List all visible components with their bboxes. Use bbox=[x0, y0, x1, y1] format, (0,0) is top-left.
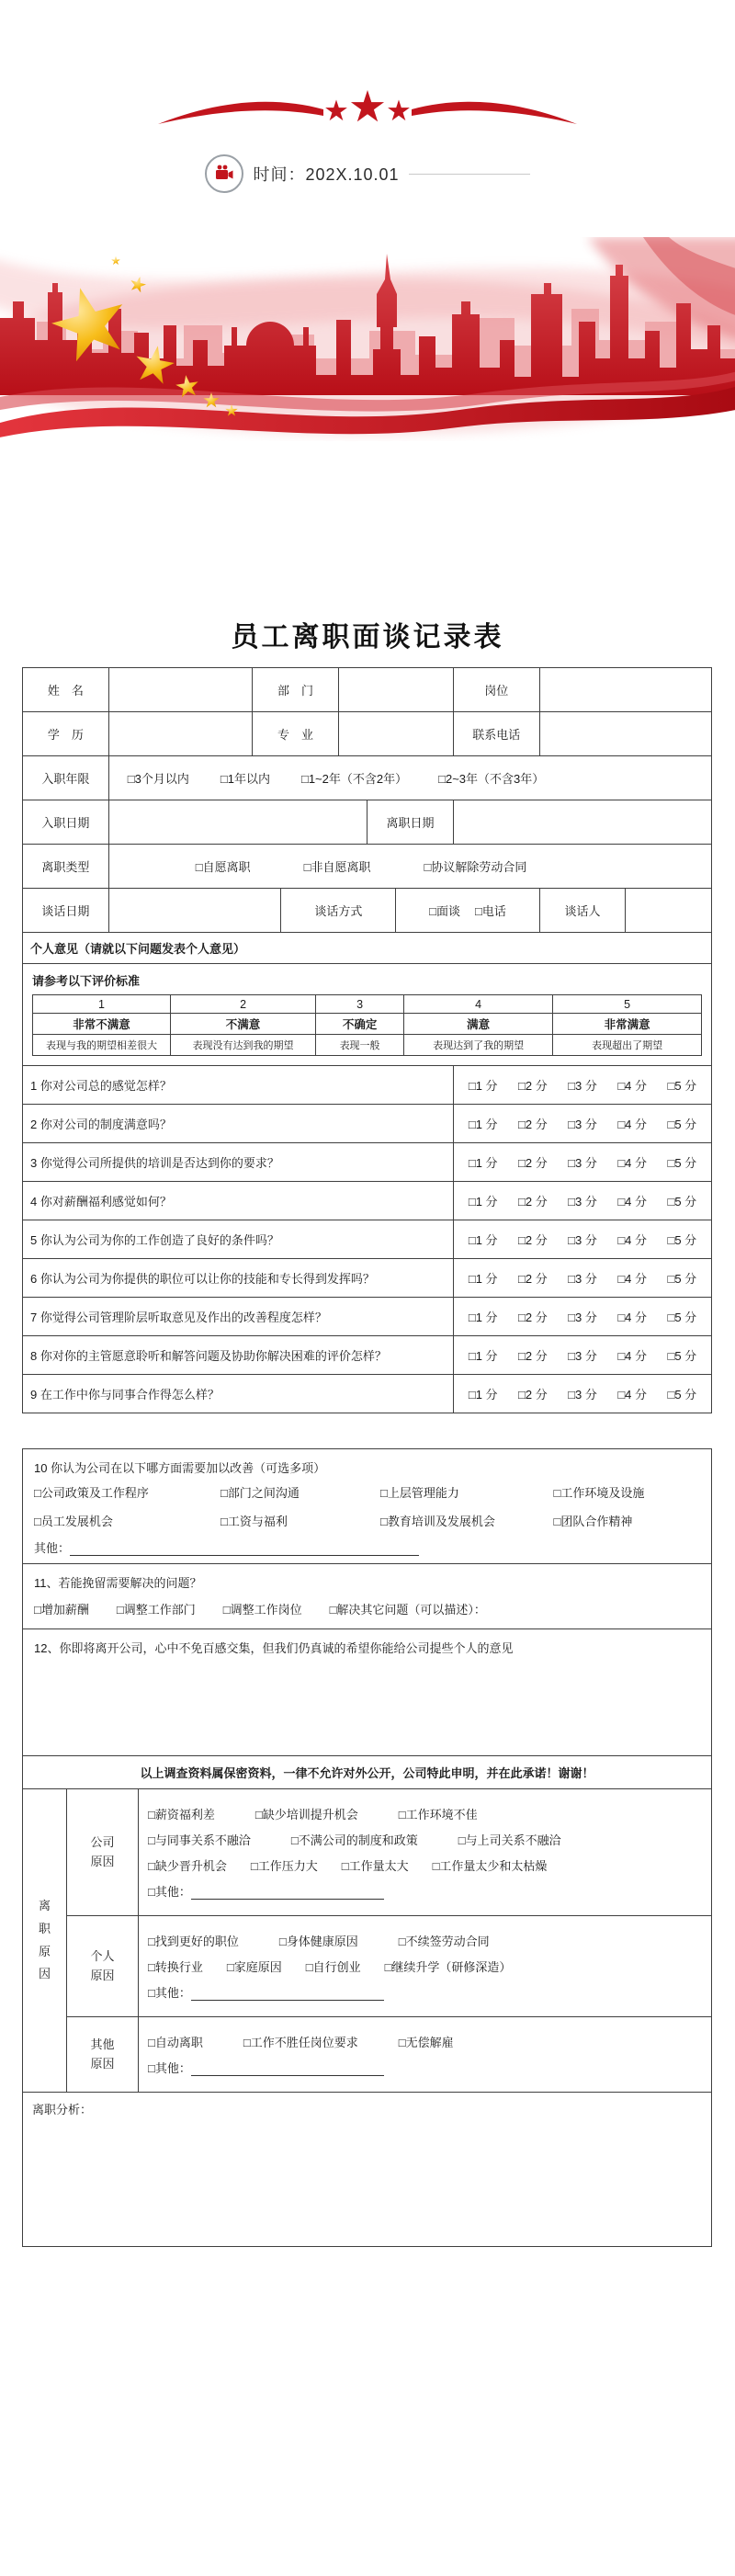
reason-option-checkbox[interactable]: □与上司关系不融洽 bbox=[458, 1833, 561, 1847]
phone-field[interactable] bbox=[539, 712, 712, 756]
improve-heading: 10 你认为公司在以下哪方面需要加以改善（可选多项） bbox=[34, 1461, 326, 1475]
score-3-checkbox[interactable]: □3 分 bbox=[568, 1156, 597, 1170]
retain-section bbox=[23, 1564, 712, 1629]
leave-type-option-checkbox[interactable]: □协议解除劳动合同 bbox=[424, 860, 527, 874]
tenure-option-checkbox[interactable]: □1~2年（不含2年） bbox=[300, 772, 408, 786]
score-1-checkbox[interactable]: □1 分 bbox=[468, 1349, 498, 1363]
question-row bbox=[23, 1182, 712, 1220]
score-2-checkbox[interactable]: □2 分 bbox=[518, 1156, 548, 1170]
retain-option-checkbox[interactable]: □增加薪酬 bbox=[34, 1603, 89, 1617]
score-3-checkbox[interactable]: □3 分 bbox=[568, 1272, 597, 1286]
retain-option-checkbox[interactable]: □调整工作部门 bbox=[116, 1603, 196, 1617]
score-1-checkbox[interactable]: □1 分 bbox=[468, 1156, 498, 1170]
question-text: 3 你觉得公司所提供的培训是否达到你的要求？ bbox=[23, 1143, 454, 1182]
dept-label: 部 门 bbox=[253, 668, 339, 712]
form-sheet bbox=[22, 667, 713, 2247]
score-options-cell bbox=[453, 1066, 711, 1105]
rating-scale-intro: 请参考以下评价标准 bbox=[32, 974, 141, 988]
gold-star-icon bbox=[111, 256, 120, 265]
table-row bbox=[23, 800, 712, 845]
personal-reason-options bbox=[139, 1916, 712, 2017]
table-row bbox=[23, 933, 712, 964]
movie-camera-icon bbox=[205, 154, 243, 193]
edu-field[interactable] bbox=[108, 712, 252, 756]
score-1-checkbox[interactable]: □1 分 bbox=[468, 1388, 498, 1401]
question-row bbox=[23, 1375, 712, 1413]
score-5-checkbox[interactable]: □5 分 bbox=[667, 1118, 697, 1131]
score-3-checkbox[interactable]: □3 分 bbox=[568, 1388, 597, 1401]
score-5-checkbox[interactable]: □5 分 bbox=[667, 1311, 697, 1324]
reason-other-input-line[interactable] bbox=[191, 1989, 384, 2001]
score-4-checkbox[interactable]: □4 分 bbox=[617, 1388, 648, 1401]
post-label: 岗位 bbox=[453, 668, 539, 712]
score-3-checkbox[interactable]: □3 分 bbox=[568, 1079, 597, 1093]
score-4-checkbox[interactable]: □4 分 bbox=[617, 1156, 648, 1170]
reason-option-checkbox[interactable]: □自行创业 bbox=[305, 1960, 361, 1974]
small-star-icon bbox=[325, 100, 347, 121]
analysis-section[interactable] bbox=[23, 2093, 712, 2247]
score-2-checkbox[interactable]: □2 分 bbox=[518, 1118, 548, 1131]
scale-header: 4 bbox=[404, 995, 553, 1014]
leave-type-options-cell bbox=[108, 845, 711, 889]
table-row bbox=[23, 889, 712, 933]
score-4-checkbox[interactable]: □4 分 bbox=[617, 1349, 648, 1363]
score-2-checkbox[interactable]: □2 分 bbox=[518, 1079, 548, 1093]
question-text: 2 你对公司的制度满意吗？ bbox=[23, 1105, 454, 1143]
tenure-option-checkbox[interactable]: □2~3年（不含3年） bbox=[438, 772, 545, 786]
reason-option-checkbox[interactable]: □与同事关系不融洽 bbox=[148, 1833, 251, 1847]
talk-date-label: 谈话日期 bbox=[23, 889, 109, 933]
right-ribbon-line bbox=[412, 102, 577, 124]
score-2-checkbox[interactable]: □2 分 bbox=[518, 1388, 548, 1401]
question-row bbox=[23, 1298, 712, 1336]
question-row bbox=[23, 1220, 712, 1259]
improve-option-checkbox[interactable]: □工作环境及设施 bbox=[553, 1486, 645, 1500]
improve-option-checkbox[interactable]: □工资与福利 bbox=[220, 1515, 288, 1528]
stars-divider-decoration bbox=[0, 81, 735, 147]
scale-header: 5 bbox=[553, 995, 702, 1014]
form-title: 员工离职面谈记录表 bbox=[231, 622, 504, 653]
city-skyline-banner bbox=[0, 237, 735, 441]
reason-option-checkbox[interactable]: □转换行业 bbox=[148, 1960, 203, 1974]
farewell-writing-area[interactable] bbox=[34, 1663, 700, 1748]
table-row bbox=[23, 1916, 712, 2017]
reason-option-checkbox[interactable]: □家庭原因 bbox=[226, 1960, 282, 1974]
score-1-checkbox[interactable]: □1 分 bbox=[468, 1233, 498, 1247]
score-options-cell bbox=[453, 1143, 711, 1182]
analysis-label: 离职分析： bbox=[32, 2103, 93, 2116]
question-text: 7 你觉得公司管理阶层听取意见及作出的改善程度怎样？ bbox=[23, 1298, 454, 1336]
table-row bbox=[33, 995, 702, 1014]
farewell-heading: 12、你即将离开公司，心中不免百感交集，但我们仍真诚的希望你能给公司提些个人的意见 bbox=[34, 1641, 514, 1655]
score-2-checkbox[interactable]: □2 分 bbox=[518, 1233, 548, 1247]
talk-method-option-checkbox[interactable]: □电话 bbox=[474, 904, 506, 918]
score-4-checkbox[interactable]: □4 分 bbox=[617, 1195, 648, 1209]
improve-section bbox=[23, 1449, 712, 1564]
score-options-cell bbox=[453, 1336, 711, 1375]
question-row bbox=[23, 1066, 712, 1105]
reason-option-checkbox[interactable]: □工作环境不佳 bbox=[398, 1808, 478, 1821]
table-row bbox=[23, 845, 712, 889]
hire-date-label: 入职日期 bbox=[23, 800, 109, 845]
tenure-options-cell bbox=[108, 756, 711, 800]
leave-reason-vertical-text: 离职原因 bbox=[38, 1899, 51, 1981]
scale-header: 1 bbox=[33, 995, 171, 1014]
improve-option-checkbox[interactable]: □团队合作精神 bbox=[553, 1515, 633, 1528]
score-4-checkbox[interactable]: □4 分 bbox=[617, 1272, 648, 1286]
scale-description: 表现一般 bbox=[316, 1035, 404, 1056]
score-5-checkbox[interactable]: □5 分 bbox=[667, 1388, 697, 1401]
tenure-option-checkbox[interactable]: □3个月以内 bbox=[127, 772, 189, 786]
improve-other-input-line[interactable] bbox=[70, 1543, 419, 1556]
hire-date-field[interactable] bbox=[108, 800, 367, 845]
score-options-cell bbox=[453, 1298, 711, 1336]
reason-option-checkbox[interactable]: □工作量太少和太枯燥 bbox=[432, 1859, 548, 1873]
reason-option-checkbox[interactable]: □工作不胜任岗位要求 bbox=[243, 2036, 358, 2049]
score-3-checkbox[interactable]: □3 分 bbox=[568, 1195, 597, 1209]
question-row bbox=[23, 1143, 712, 1182]
score-4-checkbox[interactable]: □4 分 bbox=[617, 1233, 648, 1247]
question-text: 5 你认为公司为你的工作创造了良好的条件吗？ bbox=[23, 1220, 454, 1259]
scale-description: 表现没有达到我的期望 bbox=[171, 1035, 316, 1056]
reason-option-checkbox[interactable]: □自动离职 bbox=[148, 2036, 203, 2049]
score-5-checkbox[interactable]: □5 分 bbox=[667, 1349, 697, 1363]
reason-option-checkbox[interactable]: □不续签劳动合同 bbox=[398, 1935, 490, 1948]
major-field[interactable] bbox=[338, 712, 453, 756]
time-row bbox=[0, 153, 735, 195]
retain-options bbox=[34, 1600, 700, 1617]
score-2-checkbox[interactable]: □2 分 bbox=[518, 1195, 548, 1209]
score-3-checkbox[interactable]: □3 分 bbox=[568, 1311, 597, 1324]
score-options-cell bbox=[453, 1182, 711, 1220]
leave-type-label: 离职类型 bbox=[23, 845, 109, 889]
score-4-checkbox[interactable]: □4 分 bbox=[617, 1079, 648, 1093]
leave-type-option-checkbox[interactable]: □非自愿离职 bbox=[303, 860, 371, 874]
reason-option-checkbox[interactable]: □继续升学（研修深造） bbox=[384, 1960, 512, 1974]
improve-other-label: 其他： bbox=[34, 1541, 71, 1555]
exit-interview-page bbox=[0, 81, 735, 2247]
reason-option-checkbox[interactable]: □薪资福利差 bbox=[148, 1808, 215, 1821]
scale-description: 表现与我的期望相差很大 bbox=[33, 1035, 171, 1056]
table-row bbox=[23, 1564, 712, 1629]
reason-option-checkbox[interactable]: □身体健康原因 bbox=[278, 1935, 358, 1948]
confidential-note: 以上调查资料属保密资料，一律不允许对外公开，公司特此申明，并在此承诺！谢谢！ bbox=[23, 1756, 712, 1789]
scale-header: 2 bbox=[171, 995, 316, 1014]
score-4-checkbox[interactable]: □4 分 bbox=[617, 1118, 648, 1131]
left-ribbon-line bbox=[158, 102, 323, 124]
name-field[interactable] bbox=[108, 668, 252, 712]
rating-scale-table bbox=[32, 994, 702, 1056]
other-reason-text: 其他原因 bbox=[90, 2037, 115, 2071]
talk-method-options-cell bbox=[396, 889, 539, 933]
name-label: 姓 名 bbox=[23, 668, 109, 712]
score-options-cell bbox=[453, 1105, 711, 1143]
phone-label: 联系电话 bbox=[453, 712, 539, 756]
question-row bbox=[23, 1336, 712, 1375]
table-row bbox=[23, 668, 712, 712]
reason-other-checkbox[interactable]: □其他： bbox=[148, 2061, 191, 2075]
reason-option-checkbox[interactable]: □工作压力大 bbox=[250, 1859, 318, 1873]
small-star-icon bbox=[388, 100, 410, 121]
score-5-checkbox[interactable]: □5 分 bbox=[667, 1272, 697, 1286]
personal-opinion-heading: 个人意见（请就以下问题发表个人意见） bbox=[23, 933, 712, 964]
scale-level: 满意 bbox=[404, 1014, 553, 1035]
table-row bbox=[23, 1756, 712, 1789]
improve-option-checkbox[interactable]: □上层管理能力 bbox=[380, 1486, 459, 1500]
talk-date-field[interactable] bbox=[108, 889, 281, 933]
table-row bbox=[23, 1449, 712, 1564]
other-reason-options bbox=[139, 2017, 712, 2093]
talker-label: 谈话人 bbox=[539, 889, 626, 933]
scale-description: 表现超出了期望 bbox=[553, 1035, 702, 1056]
leave-type-option-checkbox[interactable]: □自愿离职 bbox=[195, 860, 251, 874]
personal-reason-label bbox=[67, 1916, 139, 2017]
score-1-checkbox[interactable]: □1 分 bbox=[468, 1195, 498, 1209]
score-1-checkbox[interactable]: □1 分 bbox=[468, 1118, 498, 1131]
talker-field[interactable] bbox=[626, 889, 712, 933]
table-row bbox=[33, 1014, 702, 1035]
tenure-option-checkbox[interactable]: □1年以内 bbox=[220, 772, 270, 786]
score-3-checkbox[interactable]: □3 分 bbox=[568, 1118, 597, 1131]
score-1-checkbox[interactable]: □1 分 bbox=[468, 1311, 498, 1324]
reason-option-checkbox[interactable]: □无偿解雇 bbox=[398, 2036, 454, 2049]
time-label: 时间：202X.10.01 bbox=[253, 165, 400, 184]
talk-method-option-checkbox[interactable]: □面谈 bbox=[429, 904, 460, 918]
retain-option-checkbox[interactable]: □解决其它问题（可以描述）： bbox=[329, 1603, 486, 1617]
other-reason-label bbox=[67, 2017, 139, 2093]
score-5-checkbox[interactable]: □5 分 bbox=[667, 1195, 697, 1209]
scale-level: 非常满意 bbox=[553, 1014, 702, 1035]
score-options-cell bbox=[453, 1259, 711, 1298]
question-text: 9 在工作中你与同事合作得怎么样？ bbox=[23, 1375, 454, 1413]
farewell-section bbox=[23, 1629, 712, 1756]
table-row bbox=[23, 964, 712, 1066]
reason-option-checkbox[interactable]: □找到更好的职位 bbox=[148, 1935, 239, 1948]
post-field[interactable] bbox=[539, 668, 712, 712]
table-row bbox=[23, 1789, 712, 1916]
scale-level: 非常不满意 bbox=[33, 1014, 171, 1035]
reason-other-checkbox[interactable]: □其他： bbox=[148, 1986, 191, 2000]
scale-level: 不满意 bbox=[171, 1014, 316, 1035]
reason-other-checkbox[interactable]: □其他： bbox=[148, 1885, 191, 1899]
retain-heading: 11、若能挽留需要解决的问题？ bbox=[34, 1576, 202, 1590]
improve-option-checkbox[interactable]: □员工发展机会 bbox=[34, 1515, 113, 1528]
score-options-cell bbox=[453, 1375, 711, 1413]
scale-header: 3 bbox=[316, 995, 404, 1014]
score-4-checkbox[interactable]: □4 分 bbox=[617, 1311, 648, 1324]
company-reason-options bbox=[139, 1789, 712, 1916]
improve-option-checkbox[interactable]: □公司政策及工作程序 bbox=[34, 1486, 149, 1500]
table-row bbox=[23, 2017, 712, 2093]
question-row bbox=[23, 1105, 712, 1143]
improve-option-checkbox[interactable]: □部门之间沟通 bbox=[220, 1486, 300, 1500]
score-1-checkbox[interactable]: □1 分 bbox=[468, 1079, 498, 1093]
reason-option-checkbox[interactable]: □工作量太大 bbox=[341, 1859, 409, 1873]
question-text: 6 你认为公司为你提供的职位可以让你的技能和专长得到发挥吗？ bbox=[23, 1259, 454, 1298]
question-text: 4 你对薪酬福利感觉如何？ bbox=[23, 1182, 454, 1220]
leave-reason-section-label bbox=[23, 1789, 67, 2093]
question-text: 8 你对你的主管愿意聆听和解答问题及协助你解决困难的评价怎样？ bbox=[23, 1336, 454, 1375]
score-3-checkbox[interactable]: □3 分 bbox=[568, 1233, 597, 1247]
dept-field[interactable] bbox=[338, 668, 453, 712]
table-row bbox=[23, 1629, 712, 1756]
table-row bbox=[23, 712, 712, 756]
scale-description: 表现达到了我的期望 bbox=[404, 1035, 553, 1056]
score-2-checkbox[interactable]: □2 分 bbox=[518, 1349, 548, 1363]
score-2-checkbox[interactable]: □2 分 bbox=[518, 1272, 548, 1286]
rating-scale-cell bbox=[23, 964, 712, 1066]
reason-option-checkbox[interactable]: □不满公司的制度和政策 bbox=[290, 1833, 418, 1847]
score-options-cell bbox=[453, 1220, 711, 1259]
divider-line bbox=[409, 174, 530, 175]
table-row bbox=[23, 2093, 712, 2247]
score-3-checkbox[interactable]: □3 分 bbox=[568, 1349, 597, 1363]
major-label: 专 业 bbox=[253, 712, 339, 756]
table-row bbox=[23, 756, 712, 800]
reason-option-checkbox[interactable]: □缺少培训提升机会 bbox=[254, 1808, 358, 1821]
talk-method-label: 谈话方式 bbox=[281, 889, 396, 933]
score-5-checkbox[interactable]: □5 分 bbox=[667, 1156, 697, 1170]
leave-date-label: 离职日期 bbox=[368, 800, 454, 845]
feedback-table bbox=[22, 1448, 712, 2247]
edu-label: 学 历 bbox=[23, 712, 109, 756]
score-2-checkbox[interactable]: □2 分 bbox=[518, 1311, 548, 1324]
score-1-checkbox[interactable]: □1 分 bbox=[468, 1272, 498, 1286]
company-reason-text: 公司原因 bbox=[90, 1834, 115, 1868]
company-reason-label bbox=[67, 1789, 139, 1916]
big-star-icon bbox=[351, 90, 384, 121]
reason-other-input-line[interactable] bbox=[191, 2064, 384, 2076]
table-row bbox=[33, 1035, 702, 1056]
scale-level: 不确定 bbox=[316, 1014, 404, 1035]
improve-option-checkbox[interactable]: □教育培训及发展机会 bbox=[380, 1515, 495, 1528]
personal-reason-text: 个人原因 bbox=[90, 1948, 115, 1982]
retain-option-checkbox[interactable]: □调整工作岗位 bbox=[222, 1603, 302, 1617]
question-row bbox=[23, 1259, 712, 1298]
reason-other-input-line[interactable] bbox=[191, 1888, 384, 1900]
tenure-label: 入职年限 bbox=[23, 756, 109, 800]
interview-form-table bbox=[22, 667, 712, 1413]
improve-options bbox=[34, 1483, 700, 1529]
score-5-checkbox[interactable]: □5 分 bbox=[667, 1233, 697, 1247]
score-5-checkbox[interactable]: □5 分 bbox=[667, 1079, 697, 1093]
question-text: 1 你对公司总的感觉怎样？ bbox=[23, 1066, 454, 1105]
leave-date-field[interactable] bbox=[453, 800, 711, 845]
reason-option-checkbox[interactable]: □缺少晋升机会 bbox=[148, 1859, 227, 1873]
